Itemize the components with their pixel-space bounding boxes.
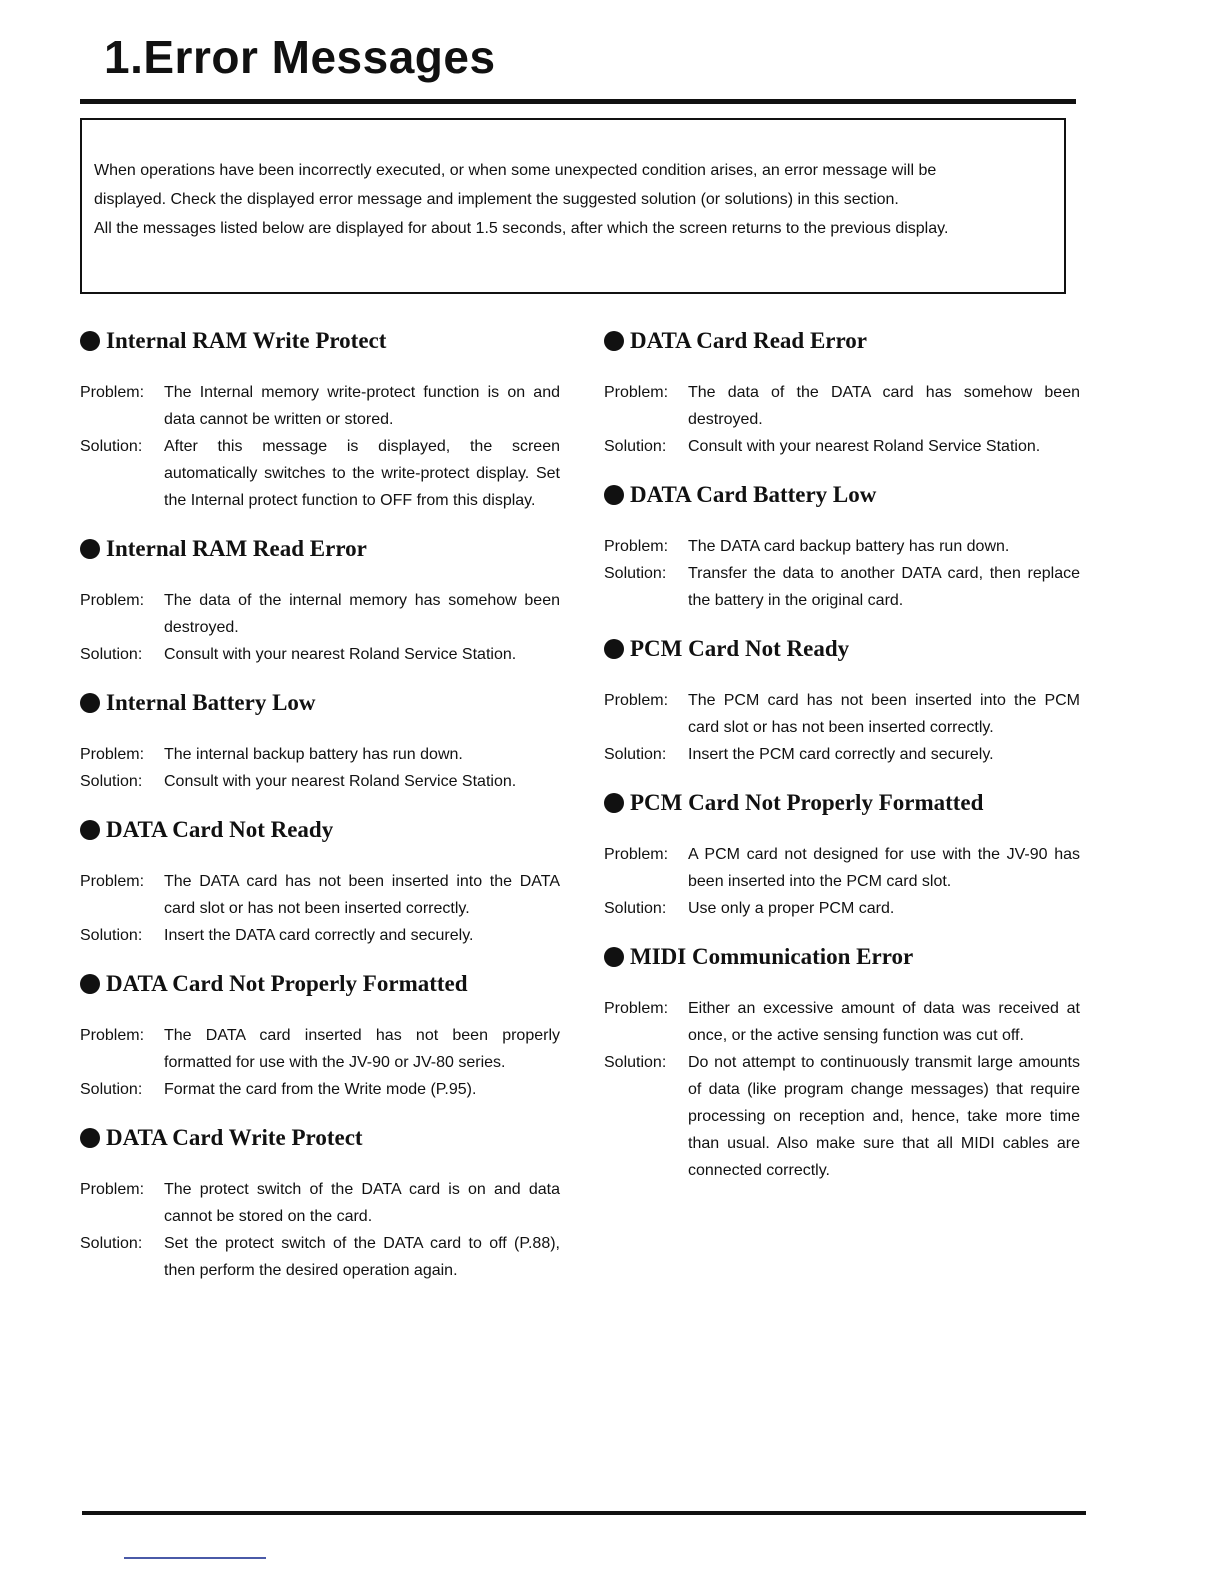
problem-entry (604, 995, 1080, 1049)
section-heading-text: Internal RAM Write Protect (106, 328, 387, 353)
solution-entry (604, 741, 1080, 768)
section-heading (604, 633, 1080, 665)
error-section-pcm-card-not-ready (604, 633, 1080, 768)
section-heading-text: PCM Card Not Properly Formatted (630, 790, 984, 815)
solution-label: Solution: (80, 646, 143, 663)
solution-entry (604, 895, 1080, 922)
intro-box (80, 118, 1066, 294)
bottom-rule (82, 1511, 1086, 1515)
left-column (80, 325, 560, 1303)
solution-entry (80, 1230, 560, 1284)
section-heading (604, 941, 1080, 973)
error-section-data-card-not-ready (80, 814, 560, 949)
problem-label: Problem: (604, 846, 669, 863)
problem-label: Problem: (604, 538, 669, 555)
bullet-icon (80, 1128, 100, 1148)
solution-label: Solution: (80, 1081, 143, 1098)
section-heading-text: Internal RAM Read Error (106, 536, 367, 561)
solution-label: Solution: (80, 773, 143, 790)
section-heading-text: DATA Card Read Error (630, 328, 868, 353)
error-section-data-card-write-protect (80, 1122, 560, 1284)
error-section-internal-battery-low (80, 687, 560, 795)
problem-entry (604, 841, 1080, 895)
solution-text: Transfer the data to another DATA card, then replace the battery in the original card. (688, 565, 1080, 609)
section-heading-text: DATA Card Not Ready (106, 817, 334, 842)
solution-text: After this message is displayed, the screen automatically switches to the write-protect display. Set the Internal protect function to OFF from this display. (164, 438, 560, 509)
section-heading-text: DATA Card Battery Low (630, 482, 877, 507)
problem-label: Problem: (80, 592, 145, 609)
bullet-icon (604, 793, 624, 813)
solution-entry (80, 641, 560, 668)
problem-text: The data of the DATA card has somehow been destroyed. (688, 384, 1080, 428)
problem-label: Problem: (80, 1181, 145, 1198)
problem-entry (604, 687, 1080, 741)
footer-mark (124, 1557, 266, 1559)
section-heading-text: DATA Card Write Protect (106, 1125, 363, 1150)
problem-text: The PCM card has not been inserted into the PCM card slot or has not been inserted correctly. (688, 692, 1080, 736)
section-heading (604, 787, 1080, 819)
problem-text: A PCM card not designed for use with the JV-90 has been inserted into the PCM card slot. (688, 846, 1080, 890)
solution-entry (604, 433, 1080, 460)
problem-text: The DATA card inserted has not been properly formatted for use with the JV-90 or JV-80 series. (164, 1027, 560, 1071)
bullet-icon (80, 331, 100, 351)
solution-text: Set the protect switch of the DATA card to off (P.88), then perform the desired operation again. (164, 1235, 560, 1279)
problem-label: Problem: (80, 746, 145, 763)
intro-line: displayed. Check the displayed error message and implement the suggested solution (or solutions) in this section. (94, 191, 899, 208)
solution-entry (80, 1076, 560, 1103)
solution-text: Insert the DATA card correctly and securely. (164, 927, 474, 944)
title-rule (80, 99, 1076, 104)
problem-label: Problem: (80, 873, 145, 890)
section-heading-text: DATA Card Not Properly Formatted (106, 971, 468, 996)
problem-entry (604, 533, 1080, 560)
solution-label: Solution: (80, 927, 143, 944)
problem-label: Problem: (604, 692, 669, 709)
bullet-icon (80, 974, 100, 994)
section-heading (80, 533, 560, 565)
solution-entry (604, 560, 1080, 614)
solution-text: Consult with your nearest Roland Service Station. (164, 773, 517, 790)
bullet-icon (604, 639, 624, 659)
problem-entry (80, 379, 560, 433)
section-heading (604, 479, 1080, 511)
problem-label: Problem: (80, 384, 145, 401)
solution-text: Consult with your nearest Roland Service Station. (164, 646, 517, 663)
solution-label: Solution: (604, 1054, 667, 1071)
problem-text: The DATA card has not been inserted into the DATA card slot or has not been inserted correctly. (164, 873, 560, 917)
intro-line: All the messages listed below are displayed for about 1.5 seconds, after which the screen returns to the previous display. (94, 220, 949, 237)
solution-entry (80, 768, 560, 795)
error-section-midi-communication-error (604, 941, 1080, 1184)
error-section-pcm-card-not-properly-formatted (604, 787, 1080, 922)
bullet-icon (604, 947, 624, 967)
section-heading (80, 325, 560, 357)
error-section-data-card-battery-low (604, 479, 1080, 614)
section-heading (604, 325, 1080, 357)
solution-label: Solution: (604, 438, 667, 455)
problem-label: Problem: (604, 384, 669, 401)
solution-label: Solution: (604, 746, 667, 763)
intro-line: When operations have been incorrectly executed, or when some unexpected condition arises, an error message will be (94, 162, 937, 179)
section-heading-text: PCM Card Not Ready (630, 636, 850, 661)
problem-label: Problem: (80, 1027, 145, 1044)
solution-label: Solution: (604, 900, 667, 917)
problem-entry (604, 379, 1080, 433)
bullet-icon (604, 485, 624, 505)
solution-entry (604, 1049, 1080, 1184)
solution-text: Use only a proper PCM card. (688, 900, 895, 917)
problem-text: The data of the internal memory has somehow been destroyed. (164, 592, 560, 636)
problem-entry (80, 587, 560, 641)
bullet-icon (80, 539, 100, 559)
problem-entry (80, 1176, 560, 1230)
solution-label: Solution: (80, 1235, 143, 1252)
error-section-internal-ram-read-error (80, 533, 560, 668)
section-heading (80, 814, 560, 846)
bullet-icon (80, 693, 100, 713)
problem-text: Either an excessive amount of data was received at once, or the active sensing function was cut off. (688, 1000, 1080, 1044)
error-section-internal-ram-write-protect (80, 325, 560, 514)
problem-text: The protect switch of the DATA card is on and data cannot be stored on the card. (164, 1181, 560, 1225)
section-heading-text: Internal Battery Low (106, 690, 316, 715)
problem-entry (80, 868, 560, 922)
solution-entry (80, 922, 560, 949)
right-column (604, 325, 1080, 1203)
section-heading (80, 968, 560, 1000)
problem-entry (80, 1022, 560, 1076)
section-heading-text: MIDI Communication Error (630, 944, 914, 969)
problem-text: The Internal memory write-protect function is on and data cannot be written or stored. (164, 384, 560, 428)
solution-text: Do not attempt to continuously transmit large amounts of data (like program change messages) that require processing on reception and, hence, take more time than usual. Also make sure that all MIDI cables are connected correctly. (688, 1054, 1080, 1179)
solution-label: Solution: (604, 565, 667, 582)
problem-text: The internal backup battery has run down. (164, 746, 463, 763)
solution-text: Consult with your nearest Roland Service Station. (688, 438, 1041, 455)
solution-entry (80, 433, 560, 514)
error-section-data-card-not-properly-formatted (80, 968, 560, 1103)
problem-label: Problem: (604, 1000, 669, 1017)
solution-text: Format the card from the Write mode (P.95). (164, 1081, 477, 1098)
problem-entry (80, 741, 560, 768)
problem-text: The DATA card backup battery has run down. (688, 538, 1010, 555)
solution-text: Insert the PCM card correctly and securely. (688, 746, 994, 763)
section-heading (80, 1122, 560, 1154)
bullet-icon (80, 820, 100, 840)
page-title: 1.Error Messages (104, 31, 496, 83)
error-section-data-card-read-error (604, 325, 1080, 460)
solution-label: Solution: (80, 438, 143, 455)
section-heading (80, 687, 560, 719)
bullet-icon (604, 331, 624, 351)
